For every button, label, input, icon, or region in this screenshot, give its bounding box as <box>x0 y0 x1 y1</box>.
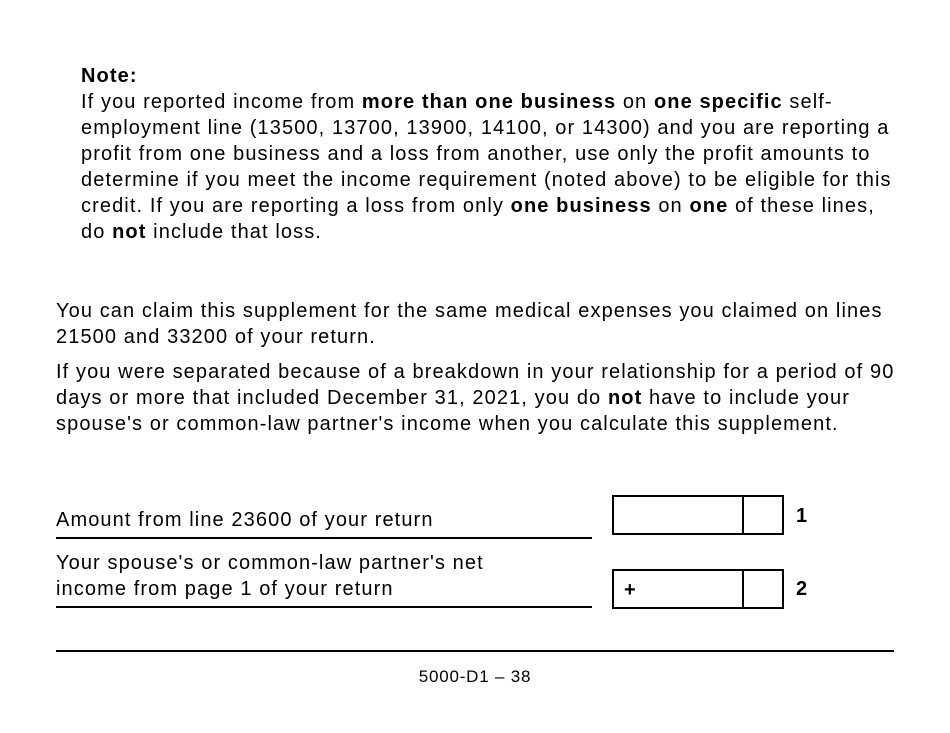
line-2-plus-sign: + <box>624 579 636 601</box>
line-1-number: 1 <box>796 505 808 527</box>
cents-divider <box>742 571 744 607</box>
cents-divider <box>742 497 744 533</box>
line-2-number: 2 <box>796 578 808 600</box>
note-text: If you reported income from more than one business on one specific self-employment line (13500, 13700, 13900, 14100, or 14300) and you are reporting a profit from one business and a loss from another, use only the profit amounts to determine if you meet the income requirement (noted above) to be eligible for this credit. If you are reporting a loss from only one business on one of these lines, do not include that loss. <box>81 91 892 243</box>
line-2-label: Your spouse's or common-law partner's net income from page 1 of your return <box>56 550 592 608</box>
note-title: Note: <box>81 65 138 87</box>
note-block <box>81 63 901 245</box>
footer-rule <box>56 650 894 652</box>
line-1-amount-field[interactable] <box>612 495 784 535</box>
medical-expenses-paragraph: You can claim this supplement for the same medical expenses you claimed on lines 21500 and 33200 of your return. <box>56 300 883 348</box>
page-footer: 5000-D1 – 38 <box>418 667 532 686</box>
line-2-amount-field[interactable] <box>612 569 784 609</box>
line-1-label: Amount from line 23600 of your return <box>56 507 592 539</box>
separation-paragraph: If you were separated because of a breakdown in your relationship for a period of 90 days or more that included December 31, 2021, you do not have to include your spouse's or common-law partner's income when you calculate this supplement. <box>56 361 895 435</box>
